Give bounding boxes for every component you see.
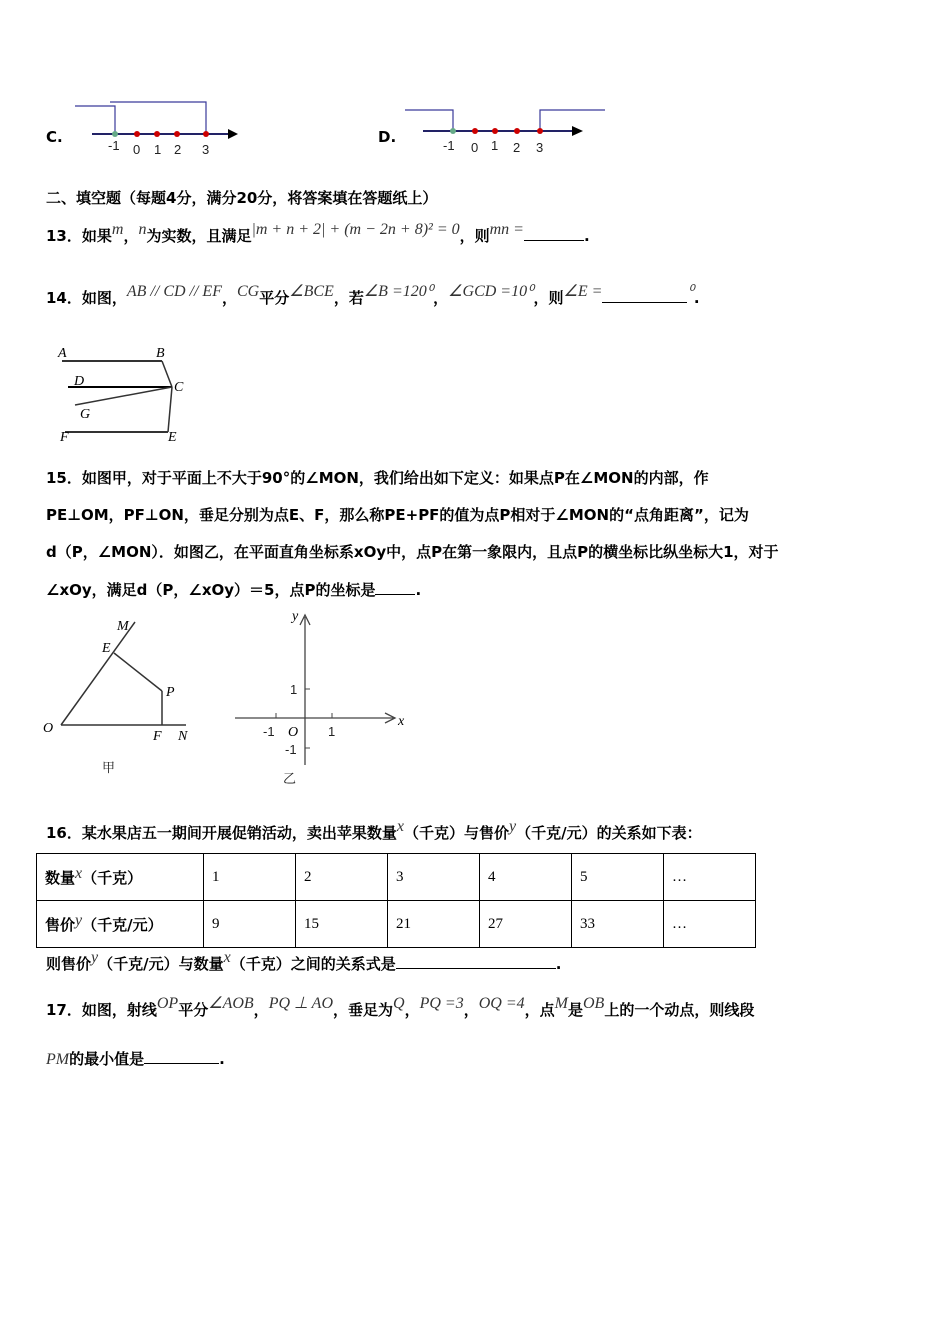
answer-blank: [602, 288, 687, 303]
point-label: N: [178, 729, 188, 744]
math-expression: ∠B =120⁰: [363, 283, 434, 300]
figure-q15-yi: [230, 605, 415, 790]
math-expression: y: [509, 818, 517, 835]
tick-label: -1: [263, 724, 275, 739]
text-segment: ，: [123, 227, 139, 245]
text-segment: ，若: [333, 289, 364, 307]
text-segment: （千克）与售价: [404, 824, 510, 842]
math-expression: PQ =3: [419, 995, 464, 1012]
answer-blank: [396, 954, 556, 969]
table-cell: 1: [204, 854, 296, 901]
text-segment: ∠xOy，满足d（P，∠xOy）＝5，点P的坐标是: [46, 581, 376, 599]
number-line-d: [400, 98, 610, 160]
point-label: P: [166, 685, 175, 700]
tick-label: 3: [536, 140, 544, 155]
question-15-line1: [46, 467, 709, 488]
axis-label: x: [398, 714, 405, 729]
row-header: 售价y（千克/元）: [37, 901, 204, 948]
math-expression: OQ =4: [478, 995, 525, 1012]
table-row: [37, 854, 756, 901]
table-cell: 27: [480, 901, 572, 948]
text-segment: 14．如图，: [46, 289, 127, 307]
text-segment: 是: [567, 1001, 583, 1019]
text-segment: （千克/元）与数量: [98, 955, 224, 973]
tick-label: 0: [133, 142, 141, 157]
text-segment: PE⊥OM，PF⊥ON，垂足分别为点E、F，那么称PE+PF的值为点P相对于∠MON的“点角距离”，记为: [46, 506, 749, 524]
tick-label: 1: [154, 142, 162, 157]
origin-label: O: [288, 725, 299, 740]
text-segment: 15．如图甲，对于平面上不大于90°的∠MON，我们给出如下定义：如果点P在∠MON的内部，作: [46, 469, 709, 487]
point-label: G: [80, 407, 91, 422]
tick-label: 1: [328, 724, 336, 739]
axis-label: y: [292, 609, 299, 624]
text-segment: 17．如图，射线: [46, 1001, 157, 1019]
question-15-line4: [46, 579, 421, 600]
question-16-answer-line: [46, 949, 562, 974]
text-segment: 16．某水果店五一期间开展促销活动，卖出苹果数量: [46, 824, 397, 842]
math-expression: ⁰: [687, 283, 694, 300]
text-segment: .: [219, 1050, 225, 1068]
question-14: [46, 283, 700, 308]
point-label: F: [60, 430, 69, 445]
math-expression: AB // CD // EF: [126, 283, 222, 300]
math-expression: ∠GCD =10⁰: [448, 283, 534, 300]
table-cell: 2: [296, 854, 388, 901]
text-segment: 上的一个动点，则线段: [604, 1001, 755, 1019]
text-segment: （千克/元）的关系如下表：: [516, 824, 702, 842]
table-cell: 9: [204, 901, 296, 948]
point-label: M: [117, 619, 129, 634]
section-title: 二、填空题（每题4分，满分20分，将答案填在答题纸上）: [46, 189, 438, 207]
math-expression: n: [138, 221, 147, 238]
math-expression: CG: [237, 283, 260, 300]
question-17-line2: [46, 1048, 225, 1069]
text-segment: 则售价: [46, 955, 92, 973]
tick-label: -1: [108, 138, 120, 153]
math-expression: |m + n + 2| + (m − 2n + 8)² = 0: [251, 221, 460, 238]
point-label: D: [74, 374, 85, 389]
point-label: A: [58, 346, 67, 361]
text-segment: ，: [463, 1001, 479, 1019]
text-segment: 13．如果: [46, 227, 112, 245]
table-cell: …: [664, 854, 756, 901]
text-segment: .: [583, 227, 590, 245]
text-segment: d（P，∠MON）．如图乙，在平面直角坐标系xOy中，点P在第一象限内，且点P的横坐标比纵坐标大1，对于: [46, 543, 779, 561]
math-expression: PQ ⊥ AO: [268, 995, 333, 1012]
table-cell: …: [664, 901, 756, 948]
math-expression: mn =: [489, 221, 524, 238]
text-segment: 平分: [259, 289, 290, 307]
row-header: 数量x（千克）: [37, 854, 204, 901]
option-d-label: D.: [378, 128, 397, 146]
tick-label: 2: [513, 140, 521, 155]
figure-q14: [50, 340, 200, 450]
answer-blank: [524, 226, 584, 241]
table-cell: 33: [572, 901, 664, 948]
math-expression: OP: [156, 995, 179, 1012]
text-segment: ，则: [533, 289, 564, 307]
figure-caption: 甲: [102, 760, 116, 775]
text-segment: .: [693, 289, 700, 307]
answer-blank: [375, 580, 415, 595]
table-cell: 3: [388, 854, 480, 901]
text-segment: .: [555, 955, 562, 973]
question-15-line2: [46, 504, 749, 525]
answer-blank: [144, 1049, 219, 1064]
tick-label: 1: [290, 682, 298, 697]
math-expression: OB: [583, 995, 605, 1012]
question-13: [46, 221, 590, 246]
number-line-c: [70, 98, 250, 160]
tick-label: 2: [174, 142, 182, 157]
table-row: [37, 901, 756, 948]
point-label: E: [102, 641, 111, 656]
text-segment: ，: [253, 1001, 269, 1019]
table-cell: 21: [388, 901, 480, 948]
math-expression: PM: [46, 1051, 70, 1068]
point-label: E: [168, 430, 177, 445]
text-segment: ，垂足为: [333, 1001, 394, 1019]
question-16-intro: [46, 818, 702, 843]
table-cell: 5: [572, 854, 664, 901]
text-segment: （千克）之间的关系式是: [230, 955, 396, 973]
math-expression: y: [91, 949, 99, 966]
point-label: B: [156, 346, 165, 361]
option-c-label: C.: [46, 128, 63, 146]
question-17-line1: [46, 995, 755, 1020]
tick-label: -1: [285, 742, 297, 757]
text-segment: 的最小值是: [69, 1050, 145, 1068]
table-cell: 15: [296, 901, 388, 948]
tick-label: 0: [471, 140, 479, 155]
math-expression: M: [554, 995, 568, 1012]
text-segment: .: [415, 581, 422, 599]
point-label: C: [174, 380, 184, 395]
figure-caption: 乙: [283, 771, 297, 786]
point-label: O: [43, 721, 54, 736]
point-label: F: [153, 729, 162, 744]
text-segment: ，则: [459, 227, 490, 245]
question-15-line3: [46, 541, 779, 562]
price-table: [36, 853, 756, 948]
tick-label: 3: [202, 142, 210, 157]
math-expression: m: [111, 221, 124, 238]
text-segment: ，点: [524, 1001, 555, 1019]
math-expression: x: [396, 818, 404, 835]
math-expression: Q: [393, 995, 405, 1012]
text-segment: 平分: [178, 1001, 209, 1019]
figure-q15-jia: [40, 610, 210, 785]
text-segment: ，: [404, 1001, 420, 1019]
tick-label: -1: [443, 138, 455, 153]
text-segment: ，: [433, 289, 449, 307]
text-segment: ，: [221, 289, 237, 307]
text-segment: 为实数，且满足: [146, 227, 252, 245]
math-expression: ∠BCE: [289, 283, 334, 300]
math-expression: x: [223, 949, 231, 966]
tick-label: 1: [491, 138, 499, 153]
math-expression: ∠E =: [563, 283, 603, 300]
table-cell: 4: [480, 854, 572, 901]
math-expression: ∠AOB: [208, 995, 254, 1012]
